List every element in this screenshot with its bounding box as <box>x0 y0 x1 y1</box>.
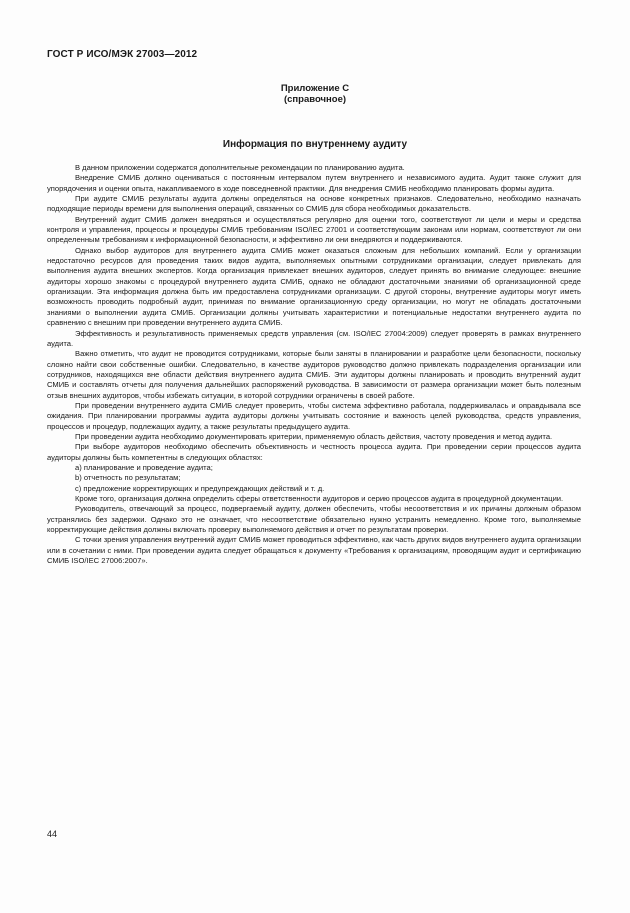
paragraph: Внутренний аудит СМИБ должен внедряться и осуществляться регулярно для оценки того, соответствуют ли цели и меры и средства контроля и управления, процессы и процедуры СМИБ требованиям ISO/IEC 27001 и соответствующим законам или нормам, соответствуют ли они определенным требованиям к информационной безопасности, и эффективно ли они внедряются и поддерживаются. <box>47 214 581 245</box>
competence-list <box>47 463 581 494</box>
body-text <box>47 163 581 566</box>
paragraph: Важно отметить, что аудит не проводится сотрудниками, которые были заняты в планировании и разработке цели безопасности, поскольку сложно найти свои собственные ошибки. Следовательно, в качестве аудиторов руководство должно привлекать подразделения организации или сотрудников, находящихся вне области действия внутреннего аудита СМИБ. Эти аудиторы должны планировать и проводить внутренний аудит СМИБ и составлять отчеты для получения дальнейших распоряжений руководства. В зависимости от размера организации может быть полезным отзыв внешних аудиторов, чтобы избежать ситуации, в которой сотрудники ограничены в своей работе. <box>47 349 581 400</box>
appendix-subtitle: (справочное) <box>283 94 347 105</box>
paragraph: Однако выбор аудиторов для внутреннего аудита СМИБ может оказаться сложным для небольших компаний. Если у организации недостаточно ресурсов для проведения таких видов аудита, выполняемых опытными сотрудниками организации, следует привлекать для выполнения аудита внешних экспертов. Когда организация привлекает внешних аудиторов, следует принять во внимание следующее: внешние аудиторы хорошо знакомы с процедурой внутреннего аудита СМИБ, однако не обладают достаточными знаниями об организационной среде организации. Эта информация должна быть им предоставлена сотрудниками организации. С другой стороны, внутренние аудиторы могут иметь возможность проводить подробный аудит, принимая по внимание организационную среду организации, но могут не обладать достаточными знаниями о выполнении аудита СМИБ. Организации должны учитывать характеристики и потенциальные недостатки внутреннего аудита по сравнению с внешним при проведении внутреннего аудита СМИБ. <box>47 245 581 328</box>
paragraph: При выборе аудиторов необходимо обеспечить объективность и честность процесса аудита. При проведении серии процессов аудита аудиторы должны быть компетентны в следующих областях: <box>47 442 581 462</box>
document-header: ГОСТ Р ИСО/МЭК 27003—2012 <box>47 49 198 60</box>
list-item: b) отчетность по результатам; <box>75 473 181 483</box>
section-title: Информация по внутреннему аудиту <box>222 139 408 150</box>
appendix-heading <box>0 83 630 105</box>
paragraph: Внедрение СМИБ должно оцениваться с постоянным интервалом путем внутреннего и независимого аудита. Аудит также служит для упорядочения и оценки опыта, накапливаемого в ходе повседневной практики. Для внедрения СМИБ необходимо планировать формы аудита. <box>47 173 581 193</box>
paragraph: Руководитель, отвечающий за процесс, подвергаемый аудиту, должен обеспечить, чтобы несоответствия и их причины должным образом устранялись без задержки. Однако это не означает, что несоответствие обязательно нужно устранить немедленно. Кроме того, выполняемые корректирующие действия должны включать проверку выполняемого действия и отчет по результатам проверки. <box>47 504 581 535</box>
paragraph: С точки зрения управления внутренний аудит СМИБ может проводиться эффективно, как часть других видов внутреннего аудита организации или в сочетании с ними. При проведении аудита следует обращаться к документу «Требования к организациям, проводящим аудит и сертификацию СМИБ ISO/IEC 27006:2007». <box>47 535 581 566</box>
paragraph: При проведении аудита необходимо документировать критерии, применяемую область действия, частоту проведения и метод аудита. <box>75 431 553 441</box>
paragraph: При аудите СМИБ результаты аудита должны определяться на основе конкретных признаков. Следовательно, необходимо назначать подходящие периоды времени для выполнения операций, связанных со СМИБ для сбора необходимых доказательств. <box>47 194 581 214</box>
list-item: а) планирование и проведение аудита; <box>75 462 213 472</box>
page-number: 44 <box>47 829 58 839</box>
paragraph: Эффективность и результативность применяемых средств управления (см. ISO/IEC 27004:2009) следует проверять в рамках внутреннего аудита. <box>47 328 581 348</box>
list-item: с) предложение корректирующих и предупреждающих действий и т. д. <box>75 483 325 493</box>
paragraph: Кроме того, организация должна определить сферы ответственности аудиторов и серию процессов аудита в процедурной документации. <box>75 494 564 503</box>
paragraph: При проведении внутреннего аудита СМИБ следует проверить, чтобы система эффективно работала, поддерживалась и оправдывала все ожидания. При планировании программы аудита аудиторы должны учитывать состояние и важность целей руководства, средств управления, процессов и процедур, подлежащих аудиту, а также результаты предыдущего аудита. <box>47 400 581 431</box>
paragraph: В данном приложении содержатся дополнительные рекомендации по планированию аудита. <box>75 163 405 172</box>
appendix-title: Приложение С <box>280 83 350 94</box>
